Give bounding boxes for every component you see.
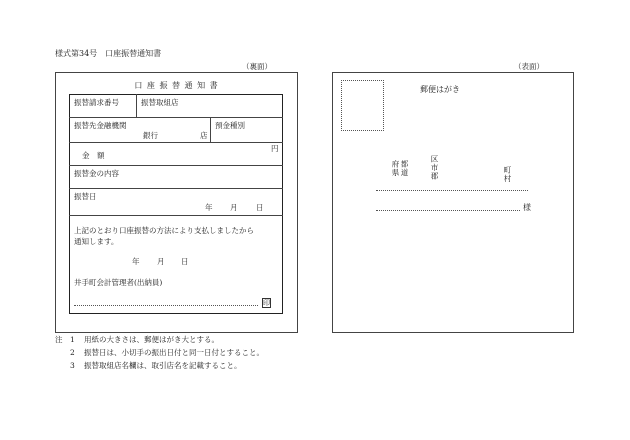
notice-year: 年 bbox=[132, 257, 140, 266]
form-header: 様式第34号 口座振替通知書 bbox=[55, 49, 162, 58]
note-number: 2 bbox=[70, 348, 75, 357]
col-divider bbox=[136, 94, 137, 117]
note-text: 用紙の大きさは、郵便はがき大とする。 bbox=[84, 335, 219, 344]
issuer-name: 井手町会計管理者(出納員) bbox=[74, 278, 163, 287]
postcard-label: 郵便はがき bbox=[420, 85, 460, 94]
col-divider bbox=[210, 117, 211, 142]
city-label: 区市郡 bbox=[430, 155, 439, 181]
notes-lead: 注 bbox=[55, 335, 63, 344]
address-line bbox=[376, 190, 528, 191]
handling-bank-label: 振替取組店 bbox=[141, 98, 179, 107]
prefecture-label: 都道府県 bbox=[391, 160, 409, 177]
notice-title: 口 座 振 替 通 知 書 bbox=[134, 81, 219, 90]
front-side-label: （表面） bbox=[514, 62, 544, 71]
recipient-line bbox=[376, 210, 520, 211]
request-number-label: 振替請求番号 bbox=[74, 98, 119, 107]
yen-unit: 円 bbox=[271, 144, 279, 153]
transfer-day: 日 bbox=[256, 203, 264, 212]
row-divider bbox=[69, 142, 283, 143]
row-divider bbox=[69, 215, 283, 216]
notice-text-line2: 通知します。 bbox=[74, 237, 119, 246]
branch-suffix: 店 bbox=[200, 131, 208, 140]
bank-suffix: 銀行 bbox=[143, 131, 158, 140]
notice-text-line1: 上記のとおり口座振替の方法により支払しましたから bbox=[74, 226, 254, 235]
transfer-date-label: 振替日 bbox=[74, 192, 97, 201]
seal-mark: 印 bbox=[263, 299, 270, 307]
amount-label: 金 額 bbox=[82, 151, 105, 160]
signature-line bbox=[74, 305, 258, 306]
honorific-sama: 様 bbox=[523, 203, 531, 212]
transfer-year: 年 bbox=[205, 203, 213, 212]
back-side-label: （裏面） bbox=[242, 62, 272, 71]
content-label: 振替金の内容 bbox=[74, 169, 119, 178]
stamp-area bbox=[341, 80, 384, 131]
note-number: 3 bbox=[70, 361, 75, 370]
row-divider bbox=[69, 188, 283, 189]
town-label: 町村 bbox=[503, 166, 512, 183]
transfer-month: 月 bbox=[230, 203, 238, 212]
notice-month: 月 bbox=[157, 257, 165, 266]
notice-day: 日 bbox=[181, 257, 189, 266]
note-text: 振替日は、小切手の振出日付と同一日付とすること。 bbox=[84, 348, 264, 357]
row-divider bbox=[69, 117, 283, 118]
note-number: 1 bbox=[70, 335, 75, 344]
deposit-type-label: 預金種別 bbox=[215, 121, 245, 130]
row-divider bbox=[69, 165, 283, 166]
destination-bank-label: 振替先金融機関 bbox=[74, 121, 127, 130]
note-text: 振替取組店名欄は、取引店名を記載すること。 bbox=[84, 361, 242, 370]
